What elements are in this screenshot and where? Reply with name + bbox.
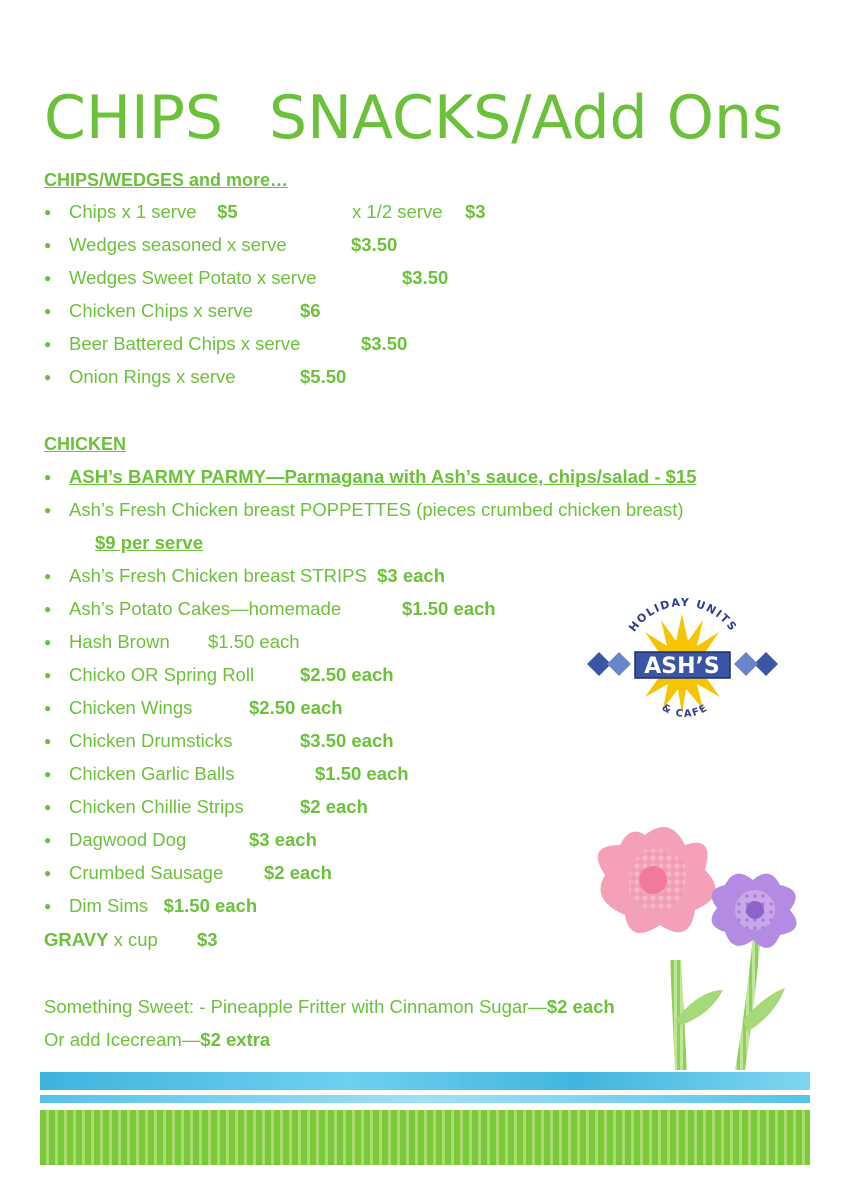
item-name: Ash’s Fresh Chicken breast POPPETTES (pieces crumbed chicken breast) [69, 499, 684, 520]
bullet-icon: ● [44, 503, 52, 517]
sweet-price-2: $2 extra [200, 1029, 271, 1050]
item-price: $3.50 [351, 234, 398, 255]
blue-band [40, 1072, 810, 1090]
sweet-line-1 [44, 994, 615, 1020]
blue-band-thin [40, 1095, 810, 1103]
item-price: $6 [300, 300, 321, 321]
list-item [44, 596, 496, 622]
item-price-half: $3 [465, 201, 486, 222]
list-item [44, 629, 300, 655]
item-price: $2 each [300, 796, 368, 817]
item-price: $1.50 each [208, 631, 300, 652]
item-price: $1.50 each [163, 895, 258, 916]
item-name: Ash’s Potato Cakes—homemade [69, 598, 342, 619]
bullet-icon: ● [44, 668, 52, 682]
item-name: Dagwood Dog [69, 829, 187, 850]
green-striped-band [40, 1110, 810, 1165]
item-name: Beer Battered Chips x serve [69, 333, 301, 354]
logo-top-text: HOLIDAY UNITS [626, 596, 740, 635]
item-name: Wedges Sweet Potato x serve [69, 267, 317, 288]
bullet-icon: ● [44, 304, 52, 318]
logo-center-text: ASH’S [644, 654, 720, 679]
list-item [44, 695, 343, 721]
sweet-price-1: $2 each [546, 996, 615, 1017]
bullet-icon: ● [44, 833, 52, 847]
title-snacks: SNACKS/Add Ons [268, 83, 784, 153]
list-item [44, 563, 445, 589]
list-item [44, 827, 317, 853]
bullet-icon: ● [44, 800, 52, 814]
item-price: $3.50 [402, 267, 449, 288]
bullet-icon: ● [44, 205, 52, 219]
list-item [44, 364, 347, 390]
sweet-line-2 [44, 1027, 270, 1053]
item-price: $9 per serve [95, 532, 204, 553]
list-item [44, 232, 398, 258]
bullet-icon: ● [44, 701, 52, 715]
bullet-icon: ● [44, 271, 52, 285]
bullet-icon: ● [44, 337, 52, 351]
gravy-line [44, 927, 218, 953]
gravy-unit: x cup [113, 929, 158, 950]
logo-bottom-text: & CAFE [659, 702, 711, 721]
list-item [44, 331, 408, 357]
item-price: $2 each [264, 862, 332, 883]
item-name: Chicken Chillie Strips [69, 796, 244, 817]
list-item [44, 265, 449, 291]
gravy-name: GRAVY [44, 929, 109, 950]
item-price: $1.50 each [315, 763, 409, 784]
item-price: $3.50 [361, 333, 408, 354]
item-name: Hash Brown [69, 631, 170, 652]
item-name: Chicko OR Spring Roll [69, 664, 255, 685]
bullet-icon: ● [44, 238, 52, 252]
sweet-text-1: Something Sweet: - Pineapple Fritter with Cinnamon Sugar— [44, 996, 547, 1017]
item-name: Crumbed Sausage [69, 862, 224, 883]
purple-flower-icon [712, 874, 797, 1070]
title-chips: CHIPS [44, 83, 223, 153]
bullet-icon: ● [44, 899, 52, 913]
list-item [44, 199, 486, 225]
bullet-icon: ● [44, 470, 52, 484]
bullet-icon: ● [44, 866, 52, 880]
list-item [44, 761, 409, 787]
item-price: $3 each [249, 829, 317, 850]
item-name: Chicken Garlic Balls [69, 763, 235, 784]
bullet-icon: ● [44, 767, 52, 781]
item-name: Chicken Wings [69, 697, 193, 718]
item-name: Chips x 1 serve [69, 201, 197, 222]
item-name: Dim Sims [69, 895, 149, 916]
item-name-half: x 1/2 serve [352, 201, 443, 222]
item-price: $5.50 [300, 366, 347, 387]
item-price: $2.50 each [249, 697, 343, 718]
bullet-icon: ● [44, 635, 52, 649]
list-item [44, 794, 368, 820]
list-item [44, 298, 321, 324]
bullet-icon: ● [44, 734, 52, 748]
page-title [44, 78, 783, 158]
item-price: $1.50 each [402, 598, 496, 619]
chips-section-heading: CHIPS/WEDGES and more… [44, 170, 289, 190]
list-item [44, 497, 684, 523]
list-item [44, 662, 394, 688]
ashs-logo [585, 596, 780, 731]
gravy-price: $3 [197, 929, 218, 950]
featured-item [44, 464, 696, 490]
bullet-icon: ● [44, 602, 52, 616]
list-item [44, 893, 257, 919]
flowers-illustration [575, 820, 820, 1075]
item-price: $2.50 each [300, 664, 394, 685]
item-name: Wedges seasoned x serve [69, 234, 287, 255]
item-name: Chicken Chips x serve [69, 300, 254, 321]
bullet-icon: ● [44, 370, 52, 384]
item-price: $3.50 each [300, 730, 394, 751]
pink-flower-icon [598, 827, 723, 1070]
item-name: Ash’s Fresh Chicken breast STRIPS [69, 565, 367, 586]
item-name: Onion Rings x serve [69, 366, 236, 387]
bullet-icon: ● [44, 569, 52, 583]
list-item [44, 860, 332, 886]
list-item [44, 728, 394, 754]
item-price: $5 [217, 201, 238, 222]
item-price: $3 each [377, 565, 445, 586]
item-name: Chicken Drumsticks [69, 730, 233, 751]
featured-item-text: ASH’s BARMY PARMY—Parmagana with Ash’s sauce, chips/salad - $15 [69, 466, 697, 487]
chicken-section-heading: CHICKEN [44, 434, 127, 454]
sweet-text-2: Or add Icecream— [44, 1029, 201, 1050]
